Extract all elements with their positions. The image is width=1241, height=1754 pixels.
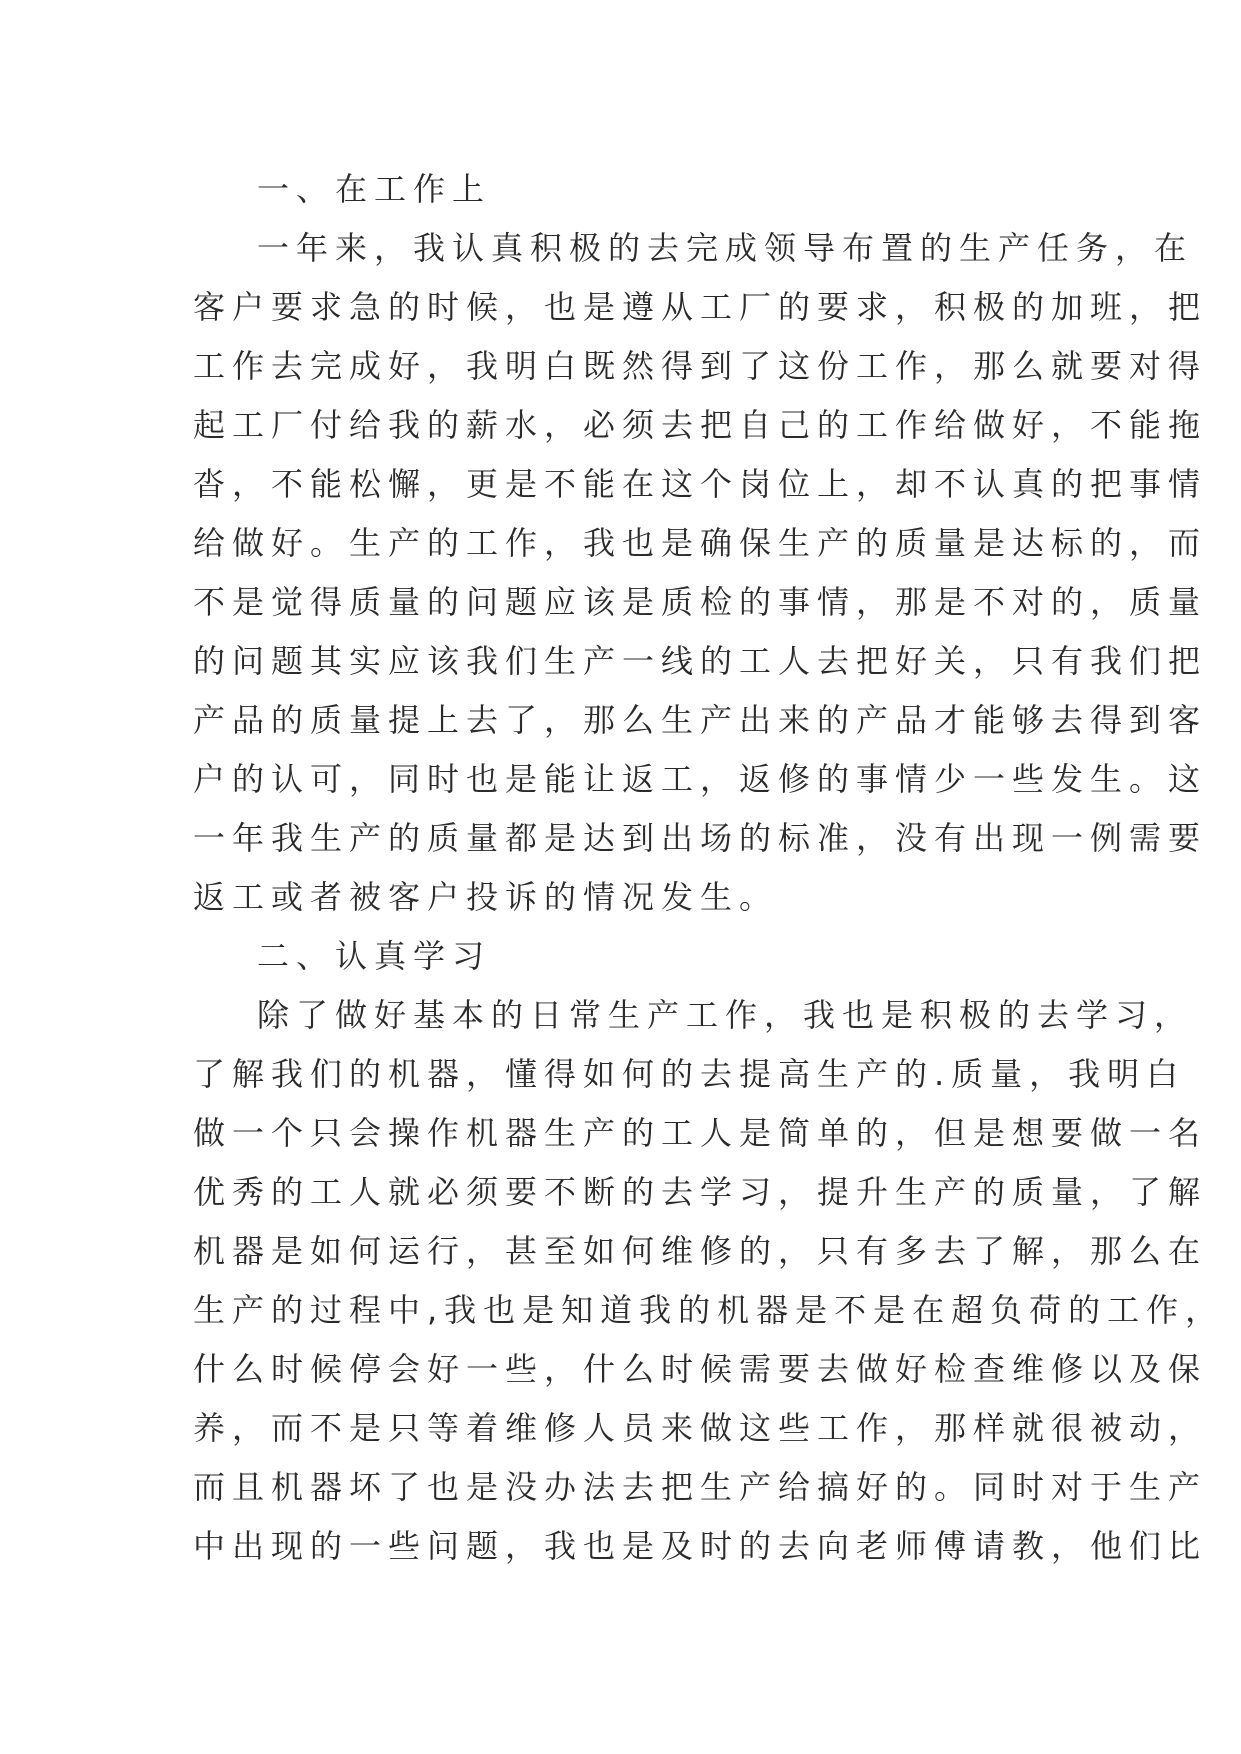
paragraph-line: 生产的过程中,我也是知道我的机器是不是在超负荷的工作， — [193, 1291, 1225, 1329]
paragraph-line: 中出现的一些问题，我也是及时的去向老师傅请教，他们比 — [193, 1527, 1208, 1565]
paragraph-line: 不是觉得质量的问题应该是质检的事情，那是不对的，质量 — [193, 583, 1208, 621]
paragraph-line: 起工厂付给我的薪水，必须去把自己的工作给做好，不能拖 — [193, 406, 1208, 444]
document-body — [193, 160, 1225, 1576]
paragraph-line: 而且机器坏了也是没办法去把生产给搞好的。同时对于生产 — [193, 1468, 1208, 1506]
paragraph-line: 优秀的工人就必须要不断的去学习，提升生产的质量，了解 — [193, 1173, 1208, 1211]
paragraph-line: 什么时候停会好一些，什么时候需要去做好检查维修以及保 — [193, 1350, 1208, 1388]
paragraph-line: 返工或者被客户投诉的情况发生。 — [193, 878, 779, 916]
paragraph-line: 客户要求急的时候，也是遵从工厂的要求，积极的加班，把 — [193, 288, 1208, 326]
paragraph-line: 给做好。生产的工作，我也是确保生产的质量是达标的，而 — [193, 524, 1208, 562]
paragraph-line: 了解我们的机器，懂得如何的去提高生产的.质量，我明白 — [193, 1055, 1186, 1093]
section-heading: 一、在工作上 — [257, 170, 492, 208]
paragraph-line: 的问题其实应该我们生产一线的工人去把好关，只有我们把 — [193, 642, 1208, 680]
paragraph-line: 做一个只会操作机器生产的工人是简单的，但是想要做一名 — [193, 1114, 1208, 1152]
paragraph-line: 一年我生产的质量都是达到出场的标准，没有出现一例需要 — [193, 819, 1208, 857]
paragraph-line: 机器是如何运行，甚至如何维修的，只有多去了解，那么在 — [193, 1232, 1208, 1270]
paragraph-line: 沓，不能松懈，更是不能在这个岗位上，却不认真的把事情 — [193, 465, 1208, 503]
paragraph-line: 户的认可，同时也是能让返工，返修的事情少一些发生。这 — [193, 760, 1208, 798]
paragraph-line: 产品的质量提上去了，那么生产出来的产品才能够去得到客 — [193, 701, 1208, 739]
paragraph-line: 除了做好基本的日常生产工作，我也是积极的去学习， — [257, 996, 1194, 1034]
paragraph-line: 养，而不是只等着维修人员来做这些工作，那样就很被动， — [193, 1409, 1208, 1447]
paragraph-line: 工作去完成好，我明白既然得到了这份工作，那么就要对得 — [193, 347, 1208, 385]
section-heading: 二、认真学习 — [257, 937, 492, 975]
paragraph-line: 一年来，我认真积极的去完成领导布置的生产任务，在 — [257, 229, 1194, 267]
